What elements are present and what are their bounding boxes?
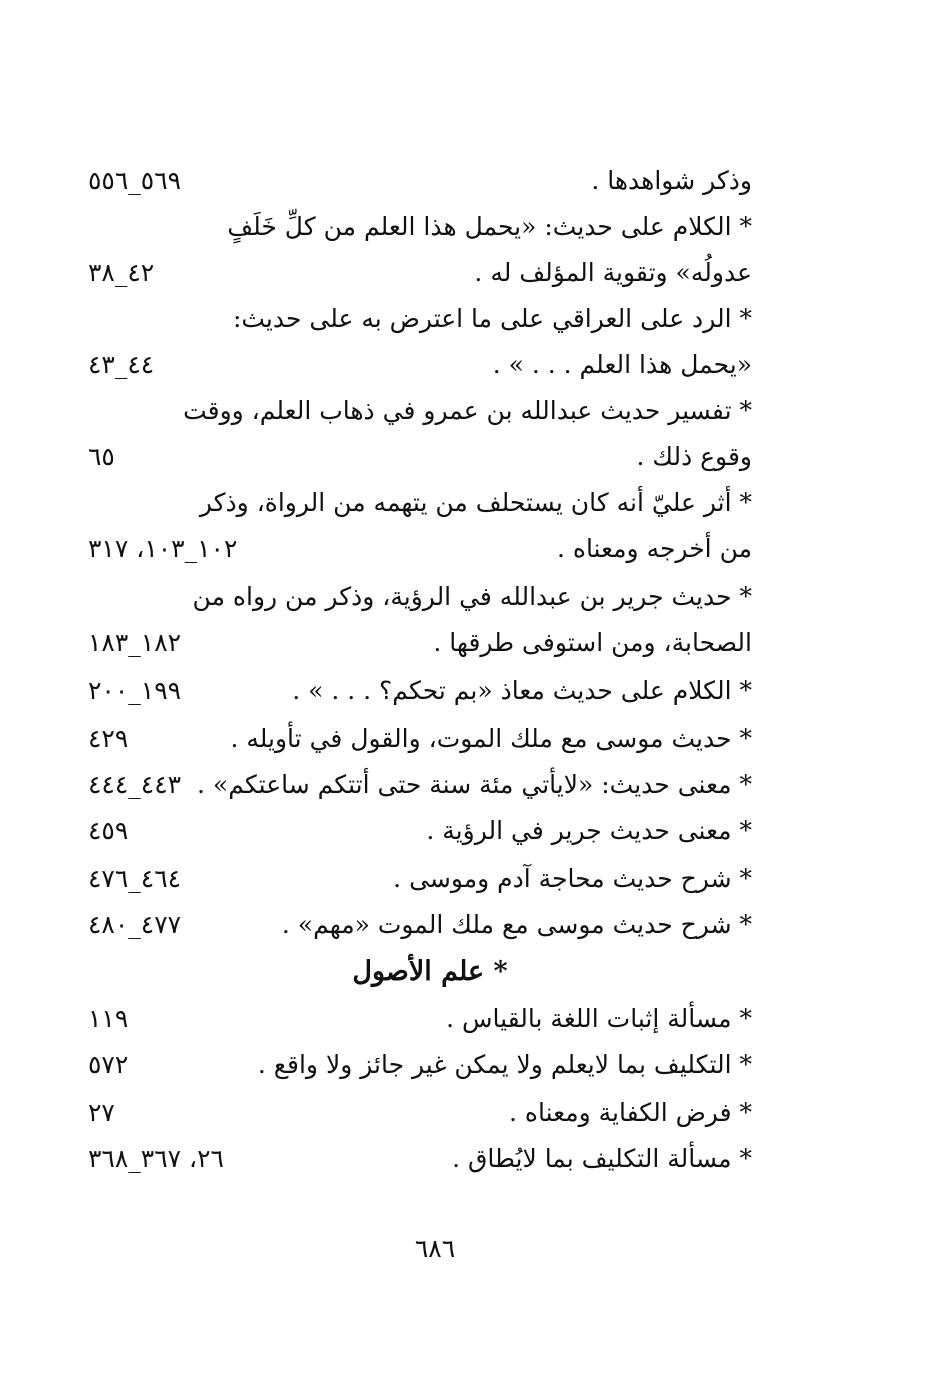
entry-text: * مسألة التكليف بما لايُطاق . <box>452 1144 752 1173</box>
entry-text: وقوع ذلك . <box>636 442 752 471</box>
index-entry <box>70 620 760 666</box>
entry-pages: ٤٤_٤٣ <box>88 350 155 379</box>
index-entry <box>70 526 760 572</box>
index-entry <box>70 1136 760 1182</box>
entry-text: * معنى حديث: «لايأتي مئة سنة حتى أتتكم ساعتكم» . <box>197 770 752 799</box>
entry-pages: ٤٢٩ <box>88 724 129 753</box>
index-entry <box>70 762 760 808</box>
index-entry <box>70 574 760 620</box>
index-entry <box>70 1090 760 1136</box>
entry-pages: ٤٦٤_٤٧٦ <box>88 864 182 893</box>
entry-text: * التكليف بما لايعلم ولا يمكن غير جائز ولا واقع . <box>257 1050 752 1079</box>
page-number: ٦٨٦ <box>414 1234 456 1263</box>
entry-pages: ٢٦، ٣٦٧_٣٦٨ <box>88 1144 224 1173</box>
entry-text: من أخرجه ومعناه . <box>556 534 752 563</box>
entry-text: «يحمل هذا العلم . . . » . <box>492 350 752 379</box>
entry-pages: ١٨٢_١٨٣ <box>88 628 182 657</box>
index-entry <box>70 296 760 342</box>
index-entry <box>70 434 760 480</box>
entry-text: * حديث جرير بن عبدالله في الرؤية، وذكر من رواه من <box>192 582 752 611</box>
entry-pages: ٤٢_٣٨ <box>88 258 155 287</box>
entry-pages: ٦٥ <box>88 442 115 471</box>
index-entry <box>70 342 760 388</box>
entry-text: * تفسير حديث عبدالله بن عمرو في ذهاب العلم، ووقت <box>183 396 752 425</box>
index-entry <box>70 996 760 1042</box>
entry-text: * حديث موسى مع ملك الموت، والقول في تأويله . <box>230 724 752 753</box>
index-entry <box>70 902 760 948</box>
entry-pages: ١٩٩_٢٠٠ <box>88 676 182 705</box>
entry-text: * مسألة إثبات اللغة بالقياس . <box>446 1004 752 1033</box>
index-entry <box>70 204 760 250</box>
index-entry <box>70 808 760 854</box>
index-entry <box>70 388 760 434</box>
entry-text: * فرض الكفاية ومعناه . <box>509 1098 752 1127</box>
entry-text: عدولُه» وتقوية المؤلف له . <box>474 258 752 287</box>
entry-text: * الرد على العراقي على ما اعترض به على حديث: <box>232 304 752 333</box>
entry-pages: ٤٧٧_٤٨٠ <box>88 910 182 939</box>
index-entry <box>70 480 760 526</box>
index-entry <box>70 668 760 714</box>
index-entry <box>70 158 760 204</box>
index-entry <box>70 716 760 762</box>
entry-text: * الكلام على حديث معاذ «بم تحكم؟ . . . » . <box>292 676 752 705</box>
entry-pages: ١١٩ <box>88 1004 129 1033</box>
index-entry <box>70 856 760 902</box>
index-entry <box>70 1042 760 1088</box>
entry-text: * شرح حديث محاجة آدم وموسى . <box>393 864 752 893</box>
entry-pages: ١٠٢_١٠٣، ٣١٧ <box>88 534 238 563</box>
entry-text: * شرح حديث موسى مع ملك الموت «مهم» . <box>281 910 752 939</box>
entry-pages: ٥٦٩_٥٥٦ <box>88 166 182 195</box>
entry-text: الصحابة، ومن استوفى طرقها . <box>433 628 752 657</box>
entry-pages: ٢٧ <box>88 1098 115 1127</box>
entry-text: وذكر شواهدها . <box>591 166 752 195</box>
index-entry <box>70 250 760 296</box>
entry-text: * معنى حديث جرير في الرؤية . <box>426 816 752 845</box>
section-heading: * علم الأصول <box>352 956 508 987</box>
entry-pages: ٤٤٣_٤٤٤ <box>88 770 182 799</box>
entry-text: * أثر عليّ أنه كان يستحلف من يتهمه من الرواة، وذكر <box>199 488 752 517</box>
entry-text: * الكلام على حديث: «يحمل هذا العلم من كلِّ خَلَفٍ <box>227 212 752 241</box>
entry-pages: ٥٧٢ <box>88 1050 129 1079</box>
entry-pages: ٤٥٩ <box>88 816 129 845</box>
